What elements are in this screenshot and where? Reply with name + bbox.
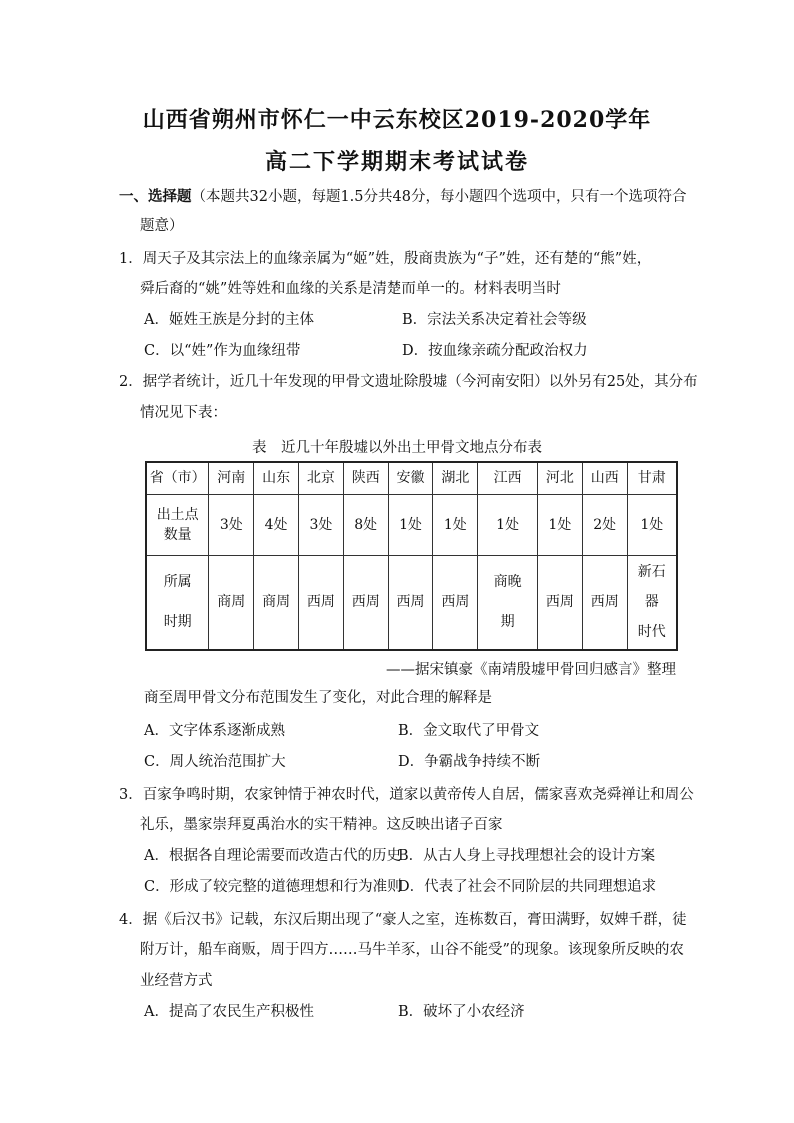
table-cell: 商周 <box>209 555 254 650</box>
table-cell: 1处 <box>627 494 677 555</box>
exam-title: 山西省朔州市怀仁一中云东校区2019-2020学年 <box>142 107 652 133</box>
table-cell: 商晚 期 <box>478 555 538 650</box>
table-header-cell: 北京 <box>299 462 344 494</box>
table-cell: 1处 <box>433 494 478 555</box>
table-source: ——据宋镇豪《南靖殷墟甲骨回归感言》整理 <box>386 662 676 678</box>
q1-option-b[interactable]: B．宗法关系决定着社会等级 <box>402 312 587 328</box>
table-header-cell: 陕西 <box>343 462 388 494</box>
table-cell: 西周 <box>433 555 478 650</box>
exam-subtitle: 高二下学期期末考试试卷 <box>264 149 529 175</box>
q4-stem-line3: 业经营方式 <box>140 973 213 989</box>
section-header <box>119 187 686 207</box>
table-row-label: 出土点 数量 <box>146 494 209 555</box>
table-cell: 8处 <box>343 494 388 555</box>
q3-option-a[interactable]: A．根据各自理论需要而改造古代的历史 <box>144 848 401 864</box>
table-cell: 西周 <box>388 555 433 650</box>
table-header-cell: 河南 <box>209 462 254 494</box>
table-header-cell: 甘肃 <box>627 462 677 494</box>
table-cell: 1处 <box>537 494 582 555</box>
q3-option-c[interactable]: C．形成了较完整的道德理想和行为准则 <box>144 879 402 895</box>
oracle-bone-distribution-table <box>145 461 678 651</box>
q1-option-d[interactable]: D．按血缘亲疏分配政治权力 <box>402 343 588 359</box>
q2-option-c[interactable]: C．周人统治范围扩大 <box>144 754 286 770</box>
table-cell: 1处 <box>388 494 433 555</box>
q4-option-b[interactable]: B．破坏了小农经济 <box>398 1004 525 1020</box>
table-cell: 西周 <box>537 555 582 650</box>
table-caption: 表 近几十年殷墟以外出土甲骨文地点分布表 <box>252 440 542 456</box>
table-cell: 西周 <box>299 555 344 650</box>
table-cell: 3处 <box>209 494 254 555</box>
table-cell: 2处 <box>582 494 627 555</box>
q1-stem-line1: 1．周天子及其宗法上的血缘亲属为“姬”姓，殷商贵族为“子”姓，还有楚的“熊”姓， <box>119 251 652 267</box>
table-cell: 新石 器 时代 <box>627 555 677 650</box>
table-cell: 商周 <box>254 555 299 650</box>
q2-option-b[interactable]: B．金文取代了甲骨文 <box>398 723 540 739</box>
q2-question-stem: 商至周甲骨文分布范围发生了变化，对此合理的解释是 <box>144 690 492 706</box>
q3-option-b[interactable]: B．从古人身上寻找理想社会的设计方案 <box>398 848 656 864</box>
q3-stem-line1: 3．百家争鸣时期，农家钟情于神农时代，道家以黄帝传人自居，儒家喜欢尧舜禅让和周公 <box>119 787 694 803</box>
table-period-row <box>146 555 677 650</box>
table-header-row <box>146 462 677 494</box>
table-header-cell: 山西 <box>582 462 627 494</box>
section-label: 一、选择题 <box>119 188 192 205</box>
table-header-cell: 湖北 <box>433 462 478 494</box>
table-cell: 3处 <box>299 494 344 555</box>
table-row-label: 所属 时期 <box>146 555 209 650</box>
table-header-cell: 省（市） <box>146 462 209 494</box>
q2-stem-line2: 情况见下表： <box>140 405 227 421</box>
table-cell: 4处 <box>254 494 299 555</box>
table-header-cell: 山东 <box>254 462 299 494</box>
q3-option-d[interactable]: D．代表了社会不同阶层的共同理想追求 <box>398 879 657 895</box>
section-desc-2: 题意） <box>140 218 184 234</box>
q4-stem-line1: 4．据《后汉书》记载，东汉后期出现了“豪人之室，连栋数百，膏田满野，奴婢千群，徒 <box>119 912 687 928</box>
q2-stem-line1: 2．据学者统计，近几十年发现的甲骨文遗址除殷墟（今河南安阳）以外另有25处，其分布 <box>119 374 698 390</box>
table-cell: 西周 <box>343 555 388 650</box>
section-desc-1: （本题共32小题，每题1.5分共48分，每小题四个选项中，只有一个选项符合 <box>191 189 687 205</box>
table-header-cell: 河北 <box>537 462 582 494</box>
table-cell: 西周 <box>582 555 627 650</box>
q4-stem-line2: 附万计，船车商贩，周于四方……马牛羊豕，山谷不能受”的现象。该现象所反映的农 <box>140 942 684 958</box>
q1-option-a[interactable]: A．姬姓王族是分封的主体 <box>144 312 314 328</box>
q3-stem-line2: 礼乐，墨家崇拜夏禹治水的实干精神。这反映出诸子百家 <box>140 817 503 833</box>
table-header-cell: 江西 <box>478 462 538 494</box>
table-count-row <box>146 494 677 555</box>
table-cell: 1处 <box>478 494 538 555</box>
q1-stem-line2: 舜后裔的“姚”姓等姓和血缘的关系是清楚而单一的。材料表明当时 <box>140 281 561 297</box>
q4-option-a[interactable]: A．提高了农民生产积极性 <box>144 1004 314 1020</box>
q2-option-a[interactable]: A．文字体系逐渐成熟 <box>144 723 285 739</box>
q2-option-d[interactable]: D．争霸战争持续不断 <box>398 754 541 770</box>
q1-option-c[interactable]: C．以“姓”作为血缘纽带 <box>144 343 301 359</box>
table-header-cell: 安徽 <box>388 462 433 494</box>
